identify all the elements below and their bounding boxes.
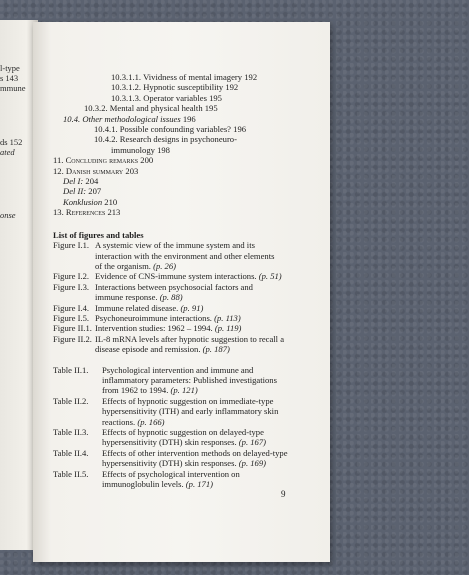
- entry-line: [102, 396, 323, 406]
- text-run: from 1962 to 1994.: [102, 385, 171, 396]
- table-entry: [53, 396, 323, 427]
- entry-text: [95, 303, 323, 313]
- list-heading: List of figures and tables: [53, 229, 144, 240]
- figure-entry: [53, 271, 323, 281]
- entry-text: [95, 282, 323, 303]
- entry-line: [102, 437, 323, 447]
- entry-text: [95, 240, 323, 271]
- entry-label: Figure I.2.: [53, 271, 90, 282]
- text-run: 12.: [53, 165, 66, 176]
- text-run: 204: [83, 176, 99, 187]
- text-run: of the organism.: [95, 260, 154, 271]
- text-run: 10.4. Other methodological issues: [63, 113, 181, 124]
- entry-line: [102, 417, 323, 427]
- entry-text: [95, 313, 323, 323]
- text-run: 10.3.1.3. Operator variables 195: [111, 92, 222, 103]
- entry-line: [95, 303, 323, 313]
- text-run: Concluding remarks: [65, 155, 139, 166]
- text-run: Del I:: [63, 176, 84, 187]
- text-run: Konklusion: [63, 196, 103, 207]
- table-list: [53, 365, 323, 490]
- text-run: (p. 121): [170, 385, 198, 396]
- entry-line: [95, 261, 323, 271]
- entry-line: [95, 344, 323, 354]
- entry-text: [102, 427, 323, 448]
- text-run: Effects of hypnotic suggestion on delayed-type: [102, 427, 264, 437]
- text-run: (p. 113): [214, 312, 241, 323]
- toc-entry: [53, 145, 323, 155]
- text-run: Del II:: [63, 186, 87, 197]
- text-run: immunoglobulin levels.: [102, 479, 186, 490]
- text-run: 207: [86, 186, 102, 197]
- entry-text: [95, 271, 323, 281]
- toc-entry: [53, 176, 323, 186]
- entry-text: [102, 448, 323, 469]
- entry-line: [102, 469, 323, 479]
- table-entry: [53, 448, 323, 469]
- text-run: Danish summary: [65, 165, 124, 176]
- entry-text: [102, 396, 323, 427]
- entry-label: Figure I.5.: [53, 312, 90, 323]
- left-fragment: ds 152: [0, 137, 23, 147]
- toc-entry: [53, 72, 323, 82]
- entry-label: Figure I.3.: [53, 281, 90, 292]
- entry-label: Figure I.4.: [53, 302, 90, 313]
- entry-text: [95, 334, 323, 355]
- text-run: reactions.: [102, 416, 138, 427]
- entry-line: [102, 458, 323, 468]
- text-run: (p. 187): [202, 344, 230, 355]
- text-run: 10.4.1. Possible confounding variables? 196: [94, 124, 247, 135]
- text-run: (p. 51): [258, 271, 282, 282]
- figure-entry: [53, 323, 323, 333]
- entry-line: [102, 406, 323, 416]
- figure-entry: [53, 303, 323, 313]
- toc-entry: [53, 114, 323, 124]
- text-run: hypersensitivity (DTH) skin responses.: [102, 458, 239, 469]
- toc-entry: [53, 103, 323, 113]
- entry-label: Table II.5.: [53, 468, 89, 479]
- entry-line: [95, 271, 323, 281]
- entry-line: [102, 365, 323, 375]
- page-content: [53, 72, 323, 489]
- entry-label: Figure II.1.: [53, 323, 92, 334]
- entry-label: Table II.2.: [53, 395, 89, 406]
- entry-line: [95, 282, 323, 292]
- text-run: 200: [138, 155, 154, 166]
- toc-entry: [53, 197, 323, 207]
- text-run: Intervention studies: 1962 – 1994.: [95, 323, 215, 334]
- entry-line: [95, 313, 323, 323]
- entry-line: [95, 240, 323, 250]
- text-run: (p. 166): [137, 416, 165, 427]
- book-page: [33, 22, 330, 562]
- text-run: IL-8 mRNA levels after hypnotic suggestion to recall a: [95, 333, 285, 344]
- entry-label: Table II.1.: [53, 364, 89, 375]
- entry-line: [102, 427, 323, 437]
- text-run: Effects of hypnotic suggestion on immediate-type: [102, 395, 274, 406]
- text-run: References: [65, 207, 106, 218]
- text-run: (p. 88): [159, 292, 183, 303]
- toc-entry: [53, 207, 323, 217]
- list-gap: [53, 355, 323, 365]
- text-run: immunology 198: [111, 144, 170, 155]
- text-run: (p. 91): [180, 302, 204, 313]
- text-run: immune response.: [95, 292, 160, 303]
- text-run: Psychological intervention and immune and: [102, 364, 254, 375]
- entry-label: Table II.4.: [53, 447, 89, 458]
- figure-entry: [53, 282, 323, 303]
- text-run: Immune related disease.: [95, 302, 181, 313]
- entry-line: [95, 251, 323, 261]
- text-run: Effects of psychological intervention on: [102, 468, 240, 479]
- text-run: (p. 26): [153, 260, 177, 271]
- text-run: Interactions between psychosocial factors and: [95, 281, 253, 292]
- toc-entry: [53, 186, 323, 196]
- text-run: 10.3.2. Mental and physical health 195: [84, 103, 218, 114]
- text-run: 196: [180, 113, 196, 124]
- figure-list: [53, 240, 323, 354]
- text-run: 210: [102, 196, 118, 207]
- text-run: A systemic view of the immune system and its: [95, 240, 255, 251]
- text-run: interaction with the environment and other elements: [95, 250, 275, 261]
- text-run: 10.3.1.2. Hypnotic susceptibility 192: [111, 82, 239, 93]
- text-run: 11.: [53, 155, 66, 166]
- text-run: 213: [105, 207, 121, 218]
- toc-entry: [53, 155, 323, 165]
- text-run: 10.4.2. Research designs in psychoneuro-: [94, 134, 237, 145]
- entry-label: Figure II.2.: [53, 333, 92, 344]
- toc-entry: [53, 166, 323, 176]
- entry-line: [102, 385, 323, 395]
- entry-label: Table II.3.: [53, 427, 89, 437]
- text-run: 13.: [53, 207, 66, 218]
- entry-line: [95, 334, 323, 344]
- toc-entry: [53, 93, 323, 103]
- toc-entry: [53, 82, 323, 92]
- text-run: hypersensitivity (DTH) skin responses.: [102, 437, 239, 448]
- entry-text: [102, 365, 323, 396]
- text-run: (p. 169): [238, 458, 266, 469]
- entry-line: [102, 448, 323, 458]
- left-fragment: s 143: [0, 73, 19, 83]
- entry-line: [95, 292, 323, 302]
- text-run: (p. 167): [238, 437, 266, 448]
- text-run: Evidence of CNS-immune system interactions.: [95, 271, 259, 282]
- text-run: 203: [123, 165, 139, 176]
- toc-entry: [53, 124, 323, 134]
- left-fragment: l-type: [0, 63, 20, 73]
- table-entry: [53, 469, 323, 490]
- figure-entry: [53, 240, 323, 271]
- entry-text: [95, 323, 323, 333]
- page-number: 9: [281, 489, 286, 499]
- figure-entry: [53, 313, 323, 323]
- text-run: (p. 119): [214, 323, 242, 334]
- entry-label: Figure I.1.: [53, 240, 90, 251]
- left-fragment: mmune: [0, 83, 26, 93]
- text-run: Effects of other intervention methods on delayed-type: [102, 447, 288, 458]
- entry-line: [102, 479, 323, 489]
- entry-line: [95, 323, 323, 333]
- table-entry: [53, 365, 323, 396]
- table-of-contents: [53, 72, 323, 218]
- entry-text: [102, 469, 323, 490]
- left-fragment: onse: [0, 210, 16, 220]
- table-entry: [53, 427, 323, 448]
- figure-entry: [53, 334, 323, 355]
- text-run: disease episode and remission.: [95, 344, 203, 355]
- left-fragment: ated: [0, 147, 15, 157]
- text-run: Psychoneuroimmune interactions.: [95, 312, 215, 323]
- toc-entry: [53, 134, 323, 144]
- text-run: (p. 171): [185, 479, 214, 490]
- text-run: 10.3.1.1. Vividness of mental imagery 192: [111, 72, 258, 82]
- text-run: hypersensitivity (ITH) and early inflammatory skin: [102, 406, 279, 417]
- text-run: inflammatory parameters: Published investigations: [102, 374, 277, 385]
- entry-line: [102, 375, 323, 385]
